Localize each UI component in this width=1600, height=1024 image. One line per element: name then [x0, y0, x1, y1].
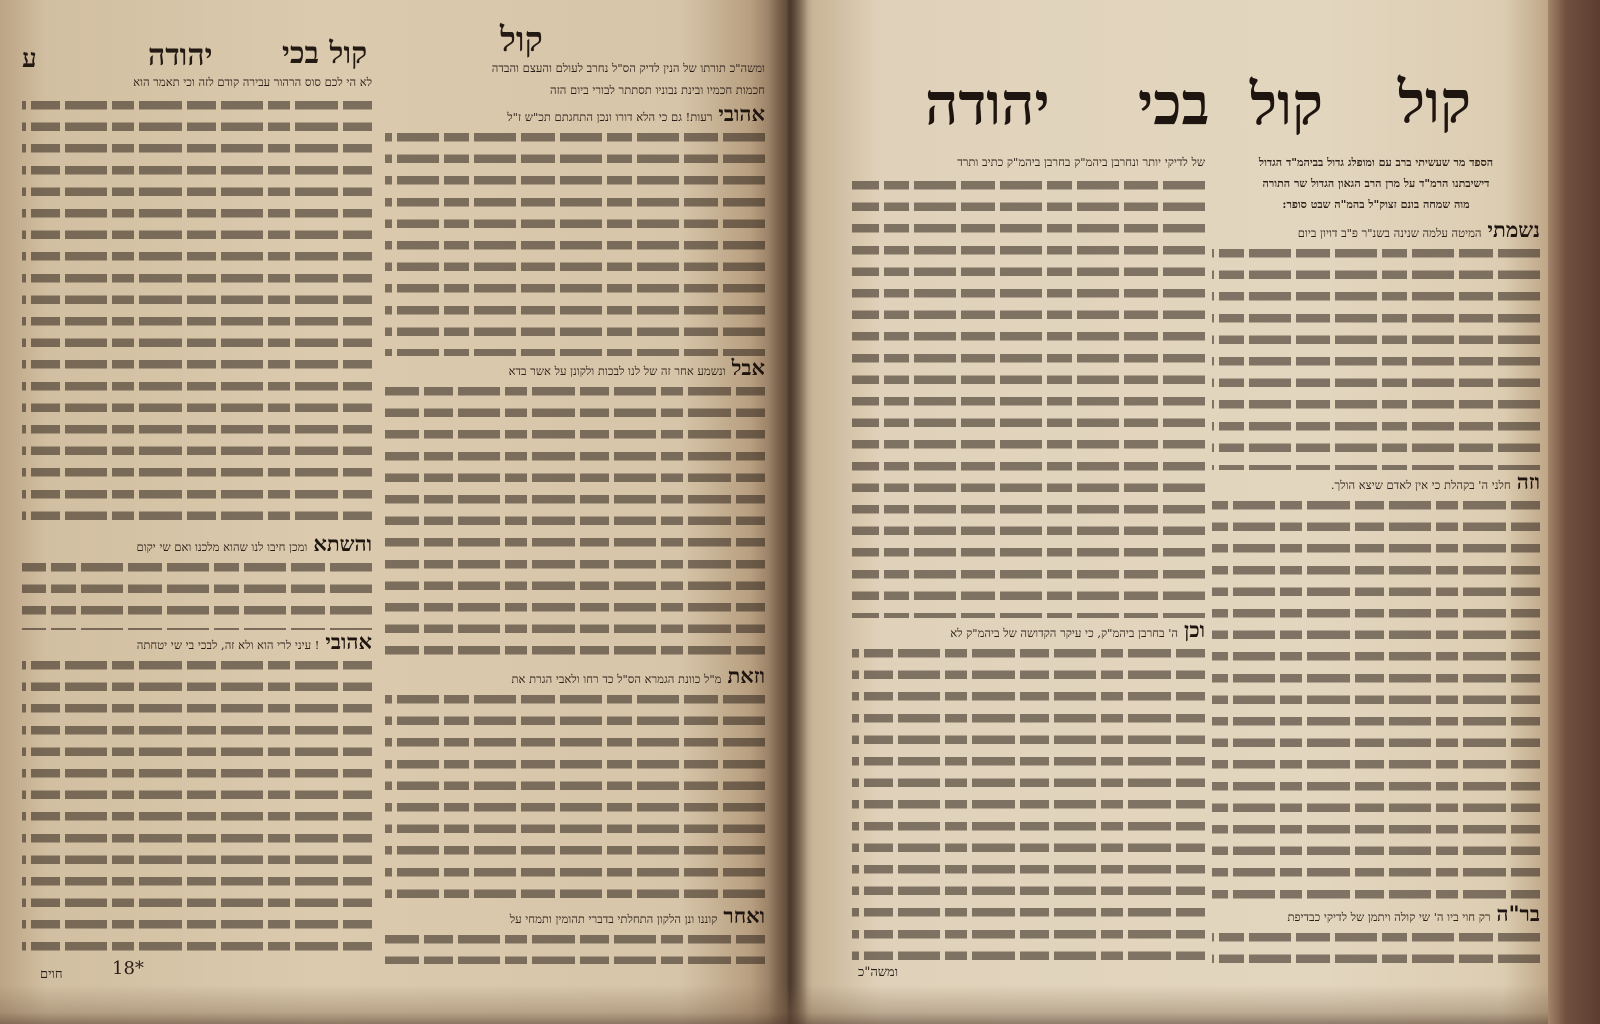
subheading-line: הספד מר שעשיתי ברב עם ומופלג גדול בביהמ"ד הגדול	[1258, 156, 1494, 169]
title-word-2: קול	[1250, 70, 1324, 138]
section-opening-text: ה' בחרבן ביהמ"ק, כי עיקר הקדושה של ביהמ"ק לא	[950, 626, 1178, 640]
section-lead-word: וזאת	[727, 664, 765, 688]
illegible-text-lines	[22, 95, 372, 532]
section-lead-word: בר"ה	[1496, 902, 1540, 926]
section-first-line	[385, 664, 765, 688]
section-first-line	[385, 356, 765, 380]
section-first-line	[1212, 218, 1540, 242]
section-vehashta	[22, 532, 372, 630]
right-page-catchword: ומשה"כ	[858, 965, 899, 980]
illegible-text-lines	[852, 175, 1205, 618]
section-lead-word: והשתא	[313, 532, 372, 556]
running-head-first-word: קול	[500, 20, 543, 60]
illegible-text-lines	[852, 643, 1205, 960]
section-lead-word: אבל	[731, 356, 765, 380]
section-lead-word: ואחר	[723, 904, 765, 928]
subheading-line: מוה שמחה בונם זצוק"ל בהמ"ה שבט סופר:	[1282, 198, 1470, 211]
left-page-left-column-opening	[22, 72, 372, 532]
section-opening-text: מ"ל כוונת הגמרא הס"ל כד רחו ולאבי הגרת את	[511, 672, 722, 686]
section-nishmati	[1212, 218, 1540, 470]
opening-line: ומשה"כ תורתו של הנין לדיק הס"ל נחרב לעולם והעצם והבדה	[491, 61, 765, 75]
section-vechen	[852, 618, 1205, 960]
opening-line: חכמות חכמיו ובינת נבוניו תסתתר לבורי ביום הזה	[549, 82, 765, 97]
section-opening-text: ! עיני לרי הוא ולא זה, לבכי בי שי יטחתה	[136, 638, 320, 652]
section-first-line	[22, 532, 372, 556]
running-head-title-start: קול בכי	[282, 36, 368, 71]
left-page-right-column-opening	[385, 58, 765, 102]
title-word-1: קול	[1398, 68, 1472, 136]
illegible-text-lines	[385, 381, 765, 664]
section-lead-word: וכן	[1184, 618, 1205, 642]
section-vezot	[385, 664, 765, 904]
illegible-text-lines	[1212, 927, 1540, 964]
section-opening-text: חלני ה' בקהלת כי אין לאדם שיצא הולך.	[1330, 478, 1511, 492]
running-head-title-end: יהודה	[148, 38, 213, 73]
subheading-line: דישיבתנו הרמ"ד על מרן הרב הגאון הגדול שר התורה	[1262, 177, 1490, 190]
opening-line: לא הי לכם סוס הרהור עבירה קודם לזה וכי תאמר הוא	[133, 75, 372, 89]
section-first-line	[385, 904, 765, 928]
illegible-text-lines	[1212, 495, 1540, 902]
section-veachar	[385, 904, 765, 964]
section-opening-text: רק חוי ביו ה' שי קולה ויתמן של לדיקי כבדיפת	[1287, 910, 1491, 924]
section-first-line	[22, 630, 372, 654]
illegible-text-lines	[385, 127, 765, 356]
section-opening-text: קוננו ונן הלקון התחלתי בדברי תהומין ותמחי על	[509, 912, 718, 926]
illegible-text-lines	[385, 689, 765, 904]
subheading	[1212, 152, 1540, 218]
title-word-4: יהודה	[925, 70, 1050, 138]
illegible-text-lines	[22, 557, 372, 630]
bottom-shade	[0, 985, 1548, 1024]
section-ahuvi	[385, 102, 765, 356]
right-page-left-column-opening	[852, 152, 1205, 618]
section-opening-text: ומכן חיבו לנו שהוא מלכנו ואם שי יקום	[136, 540, 308, 554]
section-vezeh	[1212, 470, 1540, 902]
catchword: חוים	[40, 967, 63, 982]
section-bar-h	[1212, 902, 1540, 964]
section-first-line	[852, 618, 1205, 642]
section-opening-text: ונשמע אחר זה של לנו לבכות ולקונן על אשר בדא	[508, 364, 726, 378]
illegible-text-lines	[385, 929, 765, 964]
section-aval	[385, 356, 765, 664]
illegible-text-lines	[1212, 243, 1540, 470]
book-gutter	[768, 0, 808, 1024]
title-word-3: בכי	[1138, 70, 1210, 138]
section-lead-word: אהובי	[325, 630, 372, 654]
illegible-text-lines	[22, 655, 372, 956]
opening-line: של לדיקי יותר ונחרבן ביהמ"ק בחרבן ביהמ"ק כתיב ותרד	[957, 155, 1205, 169]
section-first-line	[385, 102, 765, 126]
page-number: ע	[22, 44, 37, 74]
section-opening-text: המיטה עלמה שנינה בשנ"ר פ"ב דויון ביום	[1297, 226, 1482, 240]
page-edge	[1548, 0, 1600, 1024]
section-lead-word: נשמתי	[1487, 218, 1540, 242]
signature-mark: 18*	[112, 958, 144, 979]
section-ahuvi-2	[22, 630, 372, 956]
section-opening-text: רעות! גם כי הלא דורו ונכן התחגתם תכ"ש ז"ל	[507, 110, 713, 124]
section-lead-word: וזה	[1516, 470, 1540, 494]
section-first-line	[1212, 470, 1540, 494]
section-lead-word: אהובי	[718, 102, 765, 126]
section-first-line	[1212, 902, 1540, 926]
